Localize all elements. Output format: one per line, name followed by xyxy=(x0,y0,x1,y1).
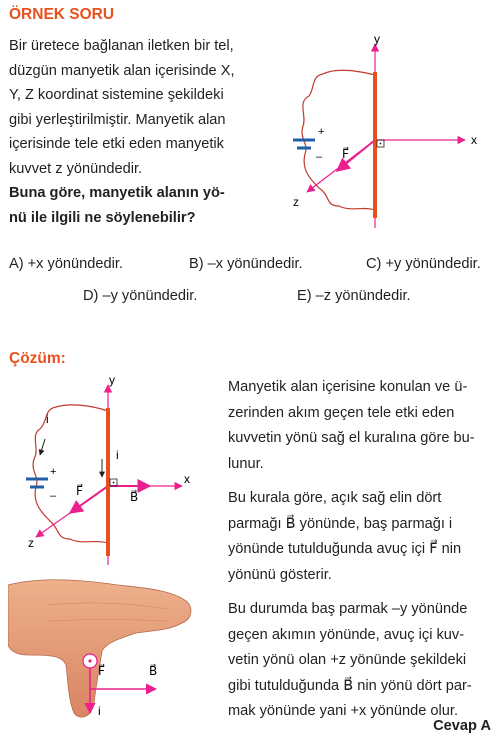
question-figure xyxy=(285,30,495,230)
solution-line: lunur. xyxy=(228,455,264,472)
right-angle-dot xyxy=(380,143,382,145)
b-field-label: B⃗ xyxy=(149,664,158,678)
battery-minus: – xyxy=(316,151,323,163)
hand-palm xyxy=(8,580,191,717)
option-a[interactable]: A) +x yönündedir. xyxy=(9,256,123,272)
battery xyxy=(293,140,315,148)
solution-line: Manyetik alan içerisine konulan ve ü- xyxy=(228,379,468,395)
example-title: ÖRNEK SORU xyxy=(9,6,115,23)
force-out-of-page-dot xyxy=(88,659,91,662)
question-line: Y, Z koordinat sistemine şekildeki xyxy=(9,87,224,103)
x-axis-label: x xyxy=(471,133,477,147)
force-label: F⃗ xyxy=(76,484,83,498)
current-label: i xyxy=(116,448,119,462)
question-line: düzgün manyetik alan içerisinde X, xyxy=(9,62,235,79)
solution-line: mak yönünde yani +x yönünde olur. xyxy=(228,703,459,719)
option-c[interactable]: C) +y yönündedir. xyxy=(366,256,481,272)
right-angle-dot xyxy=(113,482,115,484)
z-axis-label: z xyxy=(293,195,299,209)
wire-loop xyxy=(33,405,108,543)
question-line: kuvvet z yönündedir. xyxy=(9,160,143,177)
solution-line: Bu kurala göre, açık sağ elin dört xyxy=(228,490,442,506)
solution-text xyxy=(228,375,496,734)
solution-line: zerinden akım geçen tele etki eden xyxy=(228,404,455,421)
option-e[interactable]: E) –z yönündedir. xyxy=(297,288,411,304)
battery-minus: – xyxy=(50,490,57,502)
solution-title: Çözüm: xyxy=(9,350,66,367)
battery-plus: + xyxy=(318,126,325,138)
force-label: F⃗ xyxy=(98,664,105,678)
loop-current-arrow xyxy=(40,439,45,455)
solution-figure xyxy=(10,373,220,568)
y-axis-label: y xyxy=(109,373,115,387)
y-axis-label: y xyxy=(374,32,380,46)
b-field-label: B⃗ xyxy=(130,490,139,504)
wire xyxy=(106,408,110,556)
solution-line: gibi tutulduğunda B⃗ nin yönü dört par- xyxy=(228,677,472,694)
solution-line: Bu durumda baş parmak –y yönünde xyxy=(228,601,468,617)
option-b[interactable]: B) –x yönündedir. xyxy=(189,256,303,272)
question-prompt-line: nü ile ilgili ne söylenebilir? xyxy=(9,209,196,226)
question-line: içerisinde tele etki eden manyetik xyxy=(9,136,224,152)
question-prompt-line: Buna göre, manyetik alanın yö- xyxy=(9,185,225,201)
loop-current-label: i xyxy=(46,412,49,426)
current-label: i xyxy=(98,704,101,718)
solution-line: vetin yönü olan +z yönünde şekildeki xyxy=(228,652,467,668)
right-hand-figure xyxy=(8,575,198,725)
solution-line: yönünde tutulduğunda avuç içi F⃗ nin xyxy=(228,541,462,557)
question-line: gibi yerleştirilmiştir. Manyetik alan xyxy=(9,111,226,128)
solution-line: yönünü gösterir. xyxy=(228,566,332,583)
z-axis-label: z xyxy=(28,536,34,550)
solution-line: kuvvetin yönü sağ el kuralına göre bu- xyxy=(228,430,475,446)
question-text xyxy=(9,34,257,230)
question-line: Bir üretece bağlanan iletken bir tel, xyxy=(9,38,234,54)
wire xyxy=(373,72,377,218)
solution-paragraph xyxy=(228,486,496,588)
x-axis-label: x xyxy=(184,472,190,486)
force-label: F⃗ xyxy=(342,147,349,161)
answer-label: Cevap A xyxy=(433,718,491,734)
solution-paragraph xyxy=(228,375,496,477)
battery-plus: + xyxy=(50,466,57,478)
option-d[interactable]: D) –y yönündedir. xyxy=(83,288,198,304)
solution-paragraph xyxy=(228,597,496,725)
solution-line: geçen akımın yönünde, avuç içi kuv- xyxy=(228,626,465,643)
solution-line: parmağı B⃗ yönünde, baş parmağı i xyxy=(228,515,453,532)
